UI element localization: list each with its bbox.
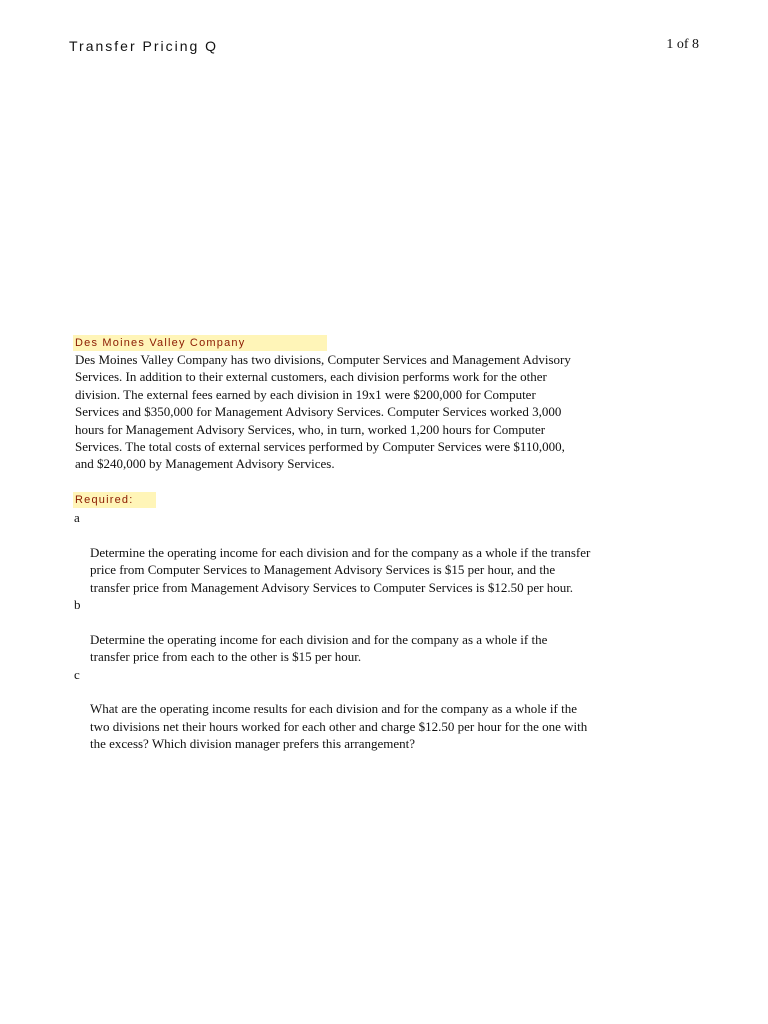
page-header-title: Transfer Pricing Q	[69, 38, 219, 54]
company-heading: Des Moines Valley Company	[73, 335, 327, 351]
item-marker: c	[74, 666, 80, 682]
required-item-a	[74, 509, 634, 596]
required-item-c	[74, 666, 634, 753]
item-text: Determine the operating income for each division and for the company as a whole if the transfer price from each to the other is $15 per hour.	[90, 631, 548, 665]
required-list	[74, 509, 634, 753]
page-number: 1 of 8	[666, 37, 699, 52]
item-text: What are the operating income results for each division and for the company as a whole if the two divisions net their hours worked for each other and charge $12.50 per hour for the one with the excess? Which division manager prefers this arrangement?	[90, 701, 588, 752]
case-paragraph: Des Moines Valley Company has two divisions, Computer Services and Management Advisory Services. In addition to their external customers, each division performs work for the other division. The external fees earned by each division in 19x1 were $200,000 for Computer Services and $350,000 for Management Advisory Services. Computer Services worked 3,000 hours for Management Advisory Services, who, in turn, worked 1,200 hours for Computer Services. The total costs of external services performed by Computer Services were $110,000, and $240,000 by Management Advisory Services.	[75, 352, 571, 472]
item-text: Determine the operating income for each division and for the company as a whole if the transfer price from Computer Services to Management Advisory Services is $15 per hour, and the transfer price from Management Advisory Services to Computer Services is $12.50 per hour.	[90, 544, 591, 595]
item-marker: b	[74, 597, 81, 613]
item-marker: a	[74, 510, 80, 525]
required-heading: Required:	[73, 492, 156, 508]
required-item-b	[74, 596, 634, 666]
